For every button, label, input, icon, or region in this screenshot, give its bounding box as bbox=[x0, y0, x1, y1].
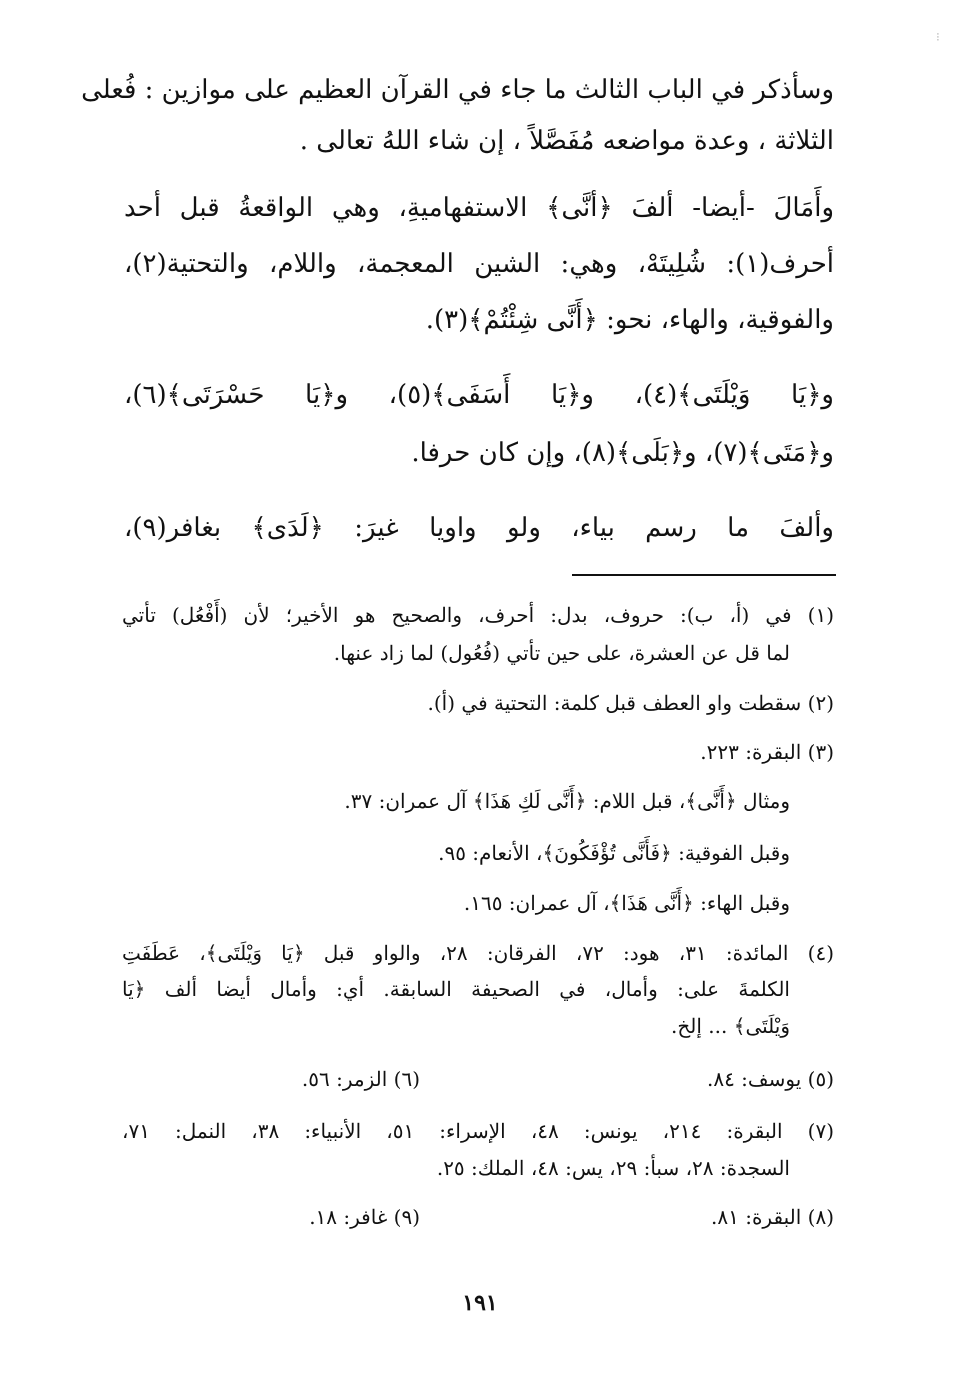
scan-speck: ⁝ bbox=[936, 30, 940, 44]
body-paragraph-2-line-3: والفوقية، والهاء، نحو: ﴿أَنَّى شِئْتُمْ﴾(٣). bbox=[425, 305, 834, 335]
footnote-7-line-2: السجدة: ٢٨، سبأ: ٢٩، يس: ٤٨، الملك: ٢٥. bbox=[436, 1156, 790, 1180]
body-paragraph-1-line-1: وسأذكر في الباب الثالث ما جاء في القرآن العظيم على موازين : فُعلى bbox=[81, 75, 834, 105]
footnote-7-line-1: (٧) البقرة: ٢١٤، يونس: ٤٨، الإسراء: ٥١، الأنبياء: ٣٨، النمل: ٧١، bbox=[122, 1119, 834, 1143]
footnote-6: (٦) الزمر: ٥٦. bbox=[301, 1067, 420, 1091]
page-number: ١٩١ bbox=[462, 1290, 498, 1316]
footnote-3-example-fawqiya: وقبل الفوقية: ﴿فَأَنَّى تُؤْفَكُونَ﴾، الأنعام: ٩٥. bbox=[438, 841, 790, 865]
footnote-8: (٨) البقرة: ٨١. bbox=[711, 1205, 834, 1229]
body-paragraph-1-line-2: الثلاثة ، وعدة مواضعه مُفَصَّلاً ، إن شاء اللهُ تعالى . bbox=[299, 126, 834, 156]
body-paragraph-2-line-2: أحرف(١): شُلِيتَهْ، وهي: الشين المعجمة، واللام، والتحتية(٢)، bbox=[124, 249, 834, 279]
footnote-5: (٥) يوسف: ٨٤. bbox=[706, 1067, 834, 1091]
body-paragraph-3-line-1: و﴿يَا وَيْلَتَى﴾(٤)، و﴿يَا أَسَفَى﴾(٥)، و﴿يَا حَسْرَتَى﴾(٦)، bbox=[124, 380, 834, 410]
body-paragraph-3-line-2: و﴿مَتَى﴾(٧)، و﴿بَلَى﴾(٨)، وإن كان حرفا. bbox=[411, 438, 834, 468]
footnote-4-line-1: (٤) المائدة: ٣١، هود: ٧٢، الفرقان: ٢٨، والواو قبل ﴿يَا وَيْلَتَى﴾، عَطَفَتِ bbox=[122, 941, 834, 965]
footnote-1-line-2: لما قل عن العشرة، على حين تأتي (فُعُول) لما زاد عنها. bbox=[333, 641, 790, 665]
footnote-3: (٣) البقرة: ٢٢٣. bbox=[700, 740, 834, 764]
body-paragraph-4-line-1: وألفَ ما رسم بياء، ولو واويا غيرَ: ﴿لَدَى﴾ بغافر(٩)، bbox=[124, 513, 834, 543]
footnote-4-line-3: وَيْلَتَى﴾ ... إلخ. bbox=[671, 1014, 790, 1038]
footnote-separator bbox=[572, 574, 836, 576]
footnote-3-example-lam: ومثال ﴿أَنَّى﴾، قبل اللام: ﴿أَنَّى لَكِ هَذَا﴾ آل عمران: ٣٧. bbox=[344, 789, 790, 813]
body-paragraph-2-line-1: وأَمَالَ -أيضا- ألفَ ﴿أنَّى﴾ الاستفهاميةِ، وهي الواقعةُ قبل أحد bbox=[124, 193, 834, 223]
footnote-9: (٩) غافر: ١٨. bbox=[309, 1205, 420, 1229]
footnote-1-line-1: (١) في (أ، ب): حروف، بدل: أحرف، والصحيح هو الأخير؛ لأن (أَفْعُل) تأتي bbox=[122, 603, 834, 627]
footnote-2: (٢) سقطت واو العطف قبل كلمة: التحتية في (أ). bbox=[427, 691, 834, 715]
footnote-3-example-ha: وقبل الهاء: ﴿أَنَّى هَذَا﴾، آل عمران: ١٦٥. bbox=[463, 891, 790, 915]
footnote-4-line-2: الكلمةَ على: وأمال، في الصحيفة السابقة. أي: وأمال أيضا ألف ﴿يَا bbox=[122, 977, 790, 1001]
